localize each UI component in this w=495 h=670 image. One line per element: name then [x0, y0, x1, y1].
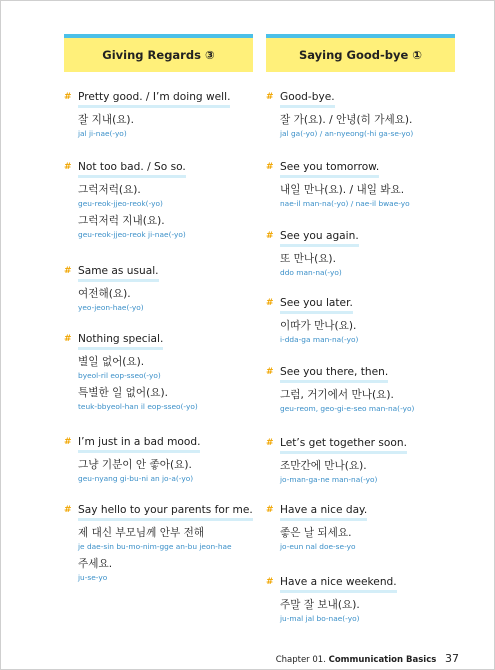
phrase-entry: [266, 575, 461, 624]
english-text: Nothing special.: [78, 332, 163, 350]
romanization: jal ji-nae(-yo): [78, 129, 127, 138]
romanization: jo-eun nal doe-se-yo: [280, 542, 356, 551]
phrase-entry: [266, 503, 461, 552]
hash-bullet-icon: #: [266, 231, 274, 241]
korean-phrase: 그럼, 거기에서 만나(요).: [280, 389, 394, 401]
romanization: yeo-jeon-hae(-yo): [78, 303, 144, 312]
section-title: Saying Good-bye ①: [298, 48, 423, 62]
phrase-entry: [266, 436, 461, 485]
romanization: geu-reok-jjeo-reok(-yo): [78, 199, 163, 208]
phrase-entry: [266, 365, 461, 414]
hash-bullet-icon: #: [266, 438, 274, 448]
english-phrase: [266, 436, 461, 454]
hash-bullet-icon: #: [266, 92, 274, 102]
english-phrase: [266, 296, 461, 314]
english-text: Pretty good. / I’m doing well.: [78, 90, 230, 108]
section-title: Giving Regards ③: [102, 48, 215, 62]
korean-phrase: 특별한 일 없어(요).: [78, 387, 169, 399]
phrase-entry: [64, 160, 259, 240]
korean-phrase: 별일 없어(요).: [78, 356, 145, 368]
romanization: geu-nyang gi-bu-ni an jo-a(-yo): [78, 474, 194, 483]
english-text: Let’s get together soon.: [280, 436, 407, 454]
phrase-entry: [266, 90, 461, 139]
romanization: ju-se-yo: [78, 573, 108, 582]
phrase-entry: [64, 90, 259, 139]
romanization: geu-reom, geo-gi-e-seo man-na(-yo): [280, 404, 415, 413]
romanization: geu-reok-jjeo-reok ji-nae(-yo): [78, 230, 186, 239]
english-phrase: [64, 90, 259, 108]
hash-bullet-icon: #: [64, 92, 72, 102]
english-text: Say hello to your parents for me.: [78, 503, 253, 521]
english-phrase: [64, 264, 259, 282]
korean-phrase: 잘 지내(요).: [78, 114, 134, 126]
english-phrase: [64, 503, 259, 521]
english-text: See you later.: [280, 296, 353, 314]
english-phrase: [64, 160, 259, 178]
english-phrase: [266, 575, 461, 593]
english-phrase: [266, 365, 461, 383]
english-phrase: [64, 435, 259, 453]
right-column: [266, 34, 455, 623]
romanization: ddo man-na(-yo): [280, 268, 342, 277]
romanization: ju-mal jal bo-nae(-yo): [280, 614, 360, 623]
hash-bullet-icon: #: [64, 266, 72, 276]
korean-phrase: 잘 가(요). / 안녕(히 가세요).: [280, 114, 413, 126]
english-text: See you tomorrow.: [280, 160, 379, 178]
korean-phrase: 제 대신 부모님께 안부 전해: [78, 527, 205, 539]
chapter-title: Communication Basics: [328, 655, 437, 665]
korean-phrase: 그럭저럭(요).: [78, 184, 141, 196]
korean-phrase: 그럭저럭 지내(요).: [78, 215, 165, 227]
hash-bullet-icon: #: [64, 334, 72, 344]
korean-phrase: 그냥 기분이 안 좋아(요).: [78, 459, 192, 471]
romanization: teuk-bbyeol-han il eop-sseo(-yo): [78, 402, 198, 411]
korean-phrase: 주말 잘 보내(요).: [280, 599, 360, 611]
korean-phrase: 여전해(요).: [78, 288, 131, 300]
phrase-entry: [64, 503, 259, 583]
hash-bullet-icon: #: [266, 162, 274, 172]
phrase-entry: [64, 435, 259, 484]
romanization: jal ga(-yo) / an-nyeong(-hi ga-se-yo): [280, 129, 414, 138]
english-phrase: [266, 229, 461, 247]
english-text: I’m just in a bad mood.: [78, 435, 200, 453]
korean-phrase: 내일 만나(요). / 내일 봐요.: [280, 184, 405, 196]
hash-bullet-icon: #: [64, 505, 72, 515]
english-text: See you there, then.: [280, 365, 388, 383]
english-text: Have a nice weekend.: [280, 575, 397, 593]
english-phrase: [266, 90, 461, 108]
hash-bullet-icon: #: [266, 505, 274, 515]
romanization: je dae-sin bu-mo-nim-gge an-bu jeon-hae: [78, 542, 232, 551]
left-column: [64, 34, 253, 582]
chapter-label: Chapter 01.: [275, 655, 326, 665]
korean-phrase: 좋은 날 되세요.: [280, 527, 352, 539]
hash-bullet-icon: #: [64, 162, 72, 172]
english-text: See you again.: [280, 229, 359, 247]
english-phrase: [266, 503, 461, 521]
page-number: 37: [445, 652, 459, 665]
romanization: byeol-ril eop-sseo(-yo): [78, 371, 161, 380]
phrase-entry: [266, 296, 461, 345]
korean-phrase: 이따가 만나(요).: [280, 320, 357, 332]
english-text: Good-bye.: [280, 90, 335, 108]
hash-bullet-icon: #: [64, 437, 72, 447]
english-phrase: [64, 332, 259, 350]
korean-phrase: 조만간에 만나(요).: [280, 460, 367, 472]
english-text: Have a nice day.: [280, 503, 367, 521]
korean-phrase: 또 만나(요).: [280, 253, 336, 265]
english-text: Same as usual.: [78, 264, 159, 282]
section-header-giving-regards: [64, 34, 253, 72]
phrase-entry: [266, 229, 461, 278]
page-footer: [276, 652, 459, 665]
romanization: jo-man-ga-ne man-na(-yo): [280, 475, 378, 484]
hash-bullet-icon: #: [266, 298, 274, 308]
romanization: nae-il man-na(-yo) / nae-il bwae-yo: [280, 199, 410, 208]
korean-phrase: 주세요.: [78, 558, 113, 570]
hash-bullet-icon: #: [266, 367, 274, 377]
phrase-entry: [64, 332, 259, 412]
english-text: Not too bad. / So so.: [78, 160, 186, 178]
romanization: i-dda-ga man-na(-yo): [280, 335, 359, 344]
phrase-entry: [266, 160, 461, 209]
hash-bullet-icon: #: [266, 577, 274, 587]
phrase-entry: [64, 264, 259, 313]
english-phrase: [266, 160, 461, 178]
section-header-saying-goodbye: [266, 34, 455, 72]
